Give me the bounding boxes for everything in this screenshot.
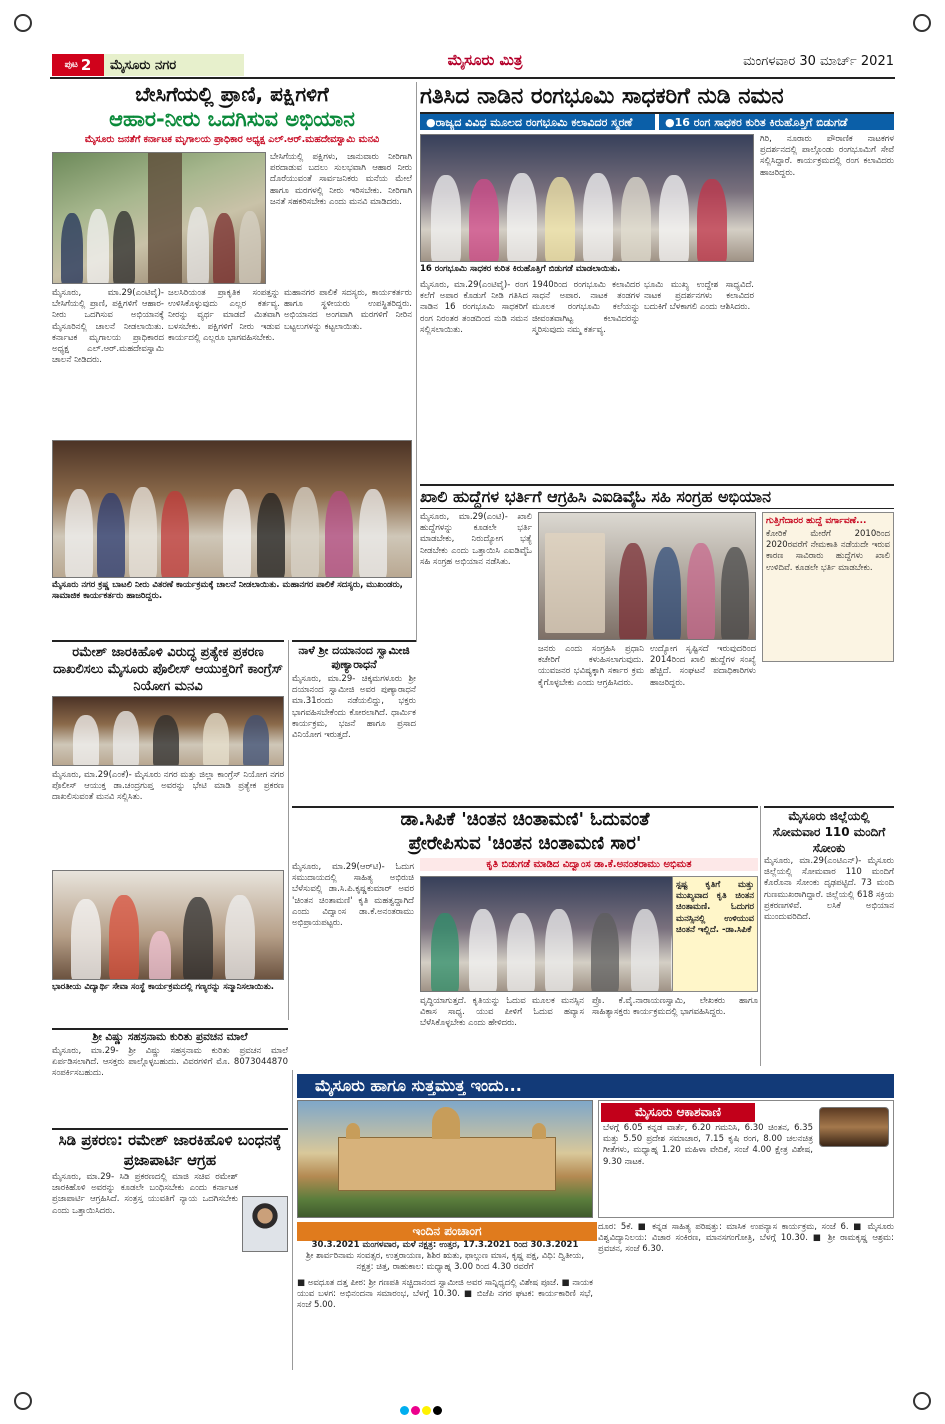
masthead: ಮೈಸೂರು ಮಿತ್ರ [447, 51, 523, 69]
events-left-text: ■ ಅವಧೂತ ದತ್ತ ಪೀಠ: ಶ್ರೀ ಗಣಪತಿ ಸಚ್ಚಿದಾನಂದ ಸ್ವಾಮೀಜಿ ಅವರ ಸಾನ್ನಿಧ್ಯದಲ್ಲಿ ವಿಶೇಷ ಪೂಜೆ. ■ ನಾಯಕ ಯುವ ಬಳಗ: ಅಭಿನಂದನಾ ಸಮಾರಂಭ, ಬೆಳಗ್ಗೆ 10.30. ■ ಬಿಜೆಪಿ ನಗರ ಘಟಕ: ಕಾರ್ಯಕಾರಿಣಿ ಸಭೆ, ಸಂಜೆ 5.00. [297, 1278, 593, 1311]
story3-col2-text: ಜನರು ಎಂದು ಸಂಗ್ರಹಿಸಿ ಪ್ರಧಾನಿ ಕಚೇರಿಗೆ ಕಳುಹಿಸಲಾಗುವುದು. ಯುವಜನರ ಭವಿಷ್ಯಕ್ಕಾಗಿ ಸರ್ಕಾರ ಕ್ರಮ ಕೈಗೊಳ್ಳಬೇಕು ಎಂದು ಆಗ್ರಹಿಸಿದರು. [538, 644, 644, 688]
story1-col2-text: ಮೈಸೂರು, ಮಾ.29(ಎಂಟಿವೈ)- ಬೇಸಿಗೆಯಲ್ಲಿ ಪ್ರಾಣಿ, ಪಕ್ಷಿಗಳಿಗೆ ಆಹಾರ-ನೀರು ಒದಗಿಸುವ ಅಭಿಯಾನಕ್ಕೆ ಮೈಸೂರಿನಲ್ಲಿ ಚಾಲನೆ ನೀಡಲಾಯಿತು. ಕರ್ನಾಟಕ ಮೃಗಾಲಯ ಪ್ರಾಧಿಕಾರದ ಅಧ್ಯಕ್ಷ ಎಲ್.ಆರ್.ಮಹದೇವಸ್ವಾಮಿ ಚಾಲನೆ ನೀಡಿದರು. [52, 288, 164, 366]
page-number-badge [52, 54, 104, 76]
story2-photo-caption: 16 ರಂಗಭೂಮಿ ಸಾಧಕರ ಕುರಿತ ಕಿರುಹೊತ್ತಿಗೆ ಬಿಡುಗಡೆ ಮಾಡಲಾಯಿತು. [420, 264, 621, 274]
story4-body-text: ಮೈಸೂರು, ಮಾ.29(ಎಂಕೆ)- ಮೈಸೂರು ನಗರ ಮತ್ತು ಜಿಲ್ಲಾ ಕಾಂಗ್ರೆಸ್ ನಿಯೋಗ ನಗರ ಪೊಲೀಸ್ ಆಯುಕ್ತ ಡಾ.ಚಂದ್ರಗುಪ್ತ ಅವರನ್ನು ಭೇಟಿ ಮಾಡಿ ಪ್ರತ್ಯೇಕ ಪ್ರಕರಣ ದಾಖಲಿಸುವಂತೆ ಮನವಿ ಸಲ್ಲಿಸಿತು. [52, 770, 284, 803]
registration-mark-bottom-right [913, 1392, 931, 1410]
story2-headline: ಗತಿಸಿದ ನಾಡಿನ ರಂಗಭೂಮಿ ಸಾಧಕರಿಗೆ ನುಡಿ ನಮನ [420, 82, 894, 114]
story2-col4-text: ಗಿರಿ, ನೂರಾರು ಪೌರಾಣಿಕ ನಾಟಕಗಳ ಪ್ರದರ್ಶನದಲ್ಲಿ ಪಾಲ್ಗೊಂಡು ರಂಗಭೂಮಿಗೆ ಸೇವೆ ಸಲ್ಲಿಸಿದ್ದಾರೆ. ಕಾರ್ಯಕ್ರಮದಲ್ಲಿ ರಂಗ ಕಲಾವಿದರು ಹಾಜರಿದ್ದರು. [760, 134, 894, 178]
story3-col3 [650, 644, 756, 754]
panchang-line1: 30.3.2021 ಮಂಗಳವಾರ, ಮಳೆ ನಕ್ಷತ್ರ: ಉತ್ತರ, 17.3.2021 ರಿಂದ 30.3.2021 [311, 1240, 579, 1250]
story6-quote: ಸ್ಪಷ್ಟ ಕೃತಿಗೆ ಮತ್ತು ಮುಖ್ಯವಾದ ಕೃತಿ ಚಿಂತನ ಚಿಂತಾಮಣಿ. ಓದುಗರ ಮನಸ್ಸಿನಲ್ಲಿ ಉಳಿಯುವ ಚಿಂತನೆ ಇಲ್ಲಿದೆ. -ಡಾ.ಸಿಪಿಕೆ [676, 880, 754, 935]
story5-body-text: ಮೈಸೂರು, ಮಾ.29- ಚಿಕ್ಕಮಗಳೂರು ಶ್ರೀ ದಯಾನಂದ ಸ್ವಾಮೀಜಿ ಅವರ ಪುಣ್ಯಾರಾಧನೆ ಮಾ.31ರಂದು ನಡೆಯಲಿದ್ದು, ಭಕ್ತರು ಭಾಗವಹಿಸಬೇಕೆಂದು ಕೋರಲಾಗಿದೆ. ಧಾರ್ಮಿಕ ಕಾರ್ಯಕ್ರಮ, ಭಜನೆ ಹಾಗೂ ಪ್ರಸಾದ ವಿನಿಯೋಗ ಇರುತ್ತದೆ. [292, 674, 416, 741]
story2-col3-text: ಭೂಮಿ ಮುಖ್ಯ ಉದ್ದೇಶ ಸಾಧ್ಯವಿದೆ. ನಾಟಕ ಪ್ರದರ್ಶನಗಳು ಕಲಾವಿದರ ಬದುಕಿಗೆ ಬೆಳಕಾಗಲಿ ಎಂದು ಆಶಿಸಿದರು. [644, 280, 754, 313]
story1-col3 [168, 288, 280, 434]
events-banner: ಮೈಸೂರು ಹಾಗೂ ಸುತ್ತಮುತ್ತ ಇಂದು... [297, 1074, 894, 1098]
story2-col1-text: ಮೈಸೂರು, ಮಾ.29(ಎಂಟಿವೈ)- ರಂಗ ಕಲೆಗೆ ಅಪಾರ ಕೊಡುಗೆ ನೀಡಿ ಗತಿಸಿದ ನಾಡಿನ 16 ರಂಗಭೂಮಿ ಸಾಧಕರಿಗೆ ರಂಗ ನಿರಂತರ ತಂಡದಿಂದ ನುಡಿ ನಮನ ಸಲ್ಲಿಸಲಾಯಿತು. [420, 280, 528, 335]
story1-headline-line2: ಆಹಾರ-ನೀರು ಒದಗಿಸುವ ಅಭಿಯಾನ [109, 107, 355, 131]
section-name: ಮೈಸೂರು ನಗರ [104, 54, 244, 76]
divider-v-mid [288, 640, 289, 1020]
story8-body [52, 1046, 288, 1124]
page-number: 2 [80, 56, 92, 74]
story3-sidebar-title: ಗುತ್ತಿಗೆದಾರರ ಹುದ್ದೆ ವರ್ಗಾವಣೆ... [766, 516, 867, 526]
story2-col4 [760, 134, 894, 478]
footer-colorbar [400, 1400, 444, 1419]
story9-body-text: ಮೈಸೂರು, ಮಾ.29- ಸಿಡಿ ಪ್ರಕರಣದಲ್ಲಿ ಮಾಜಿ ಸಚಿವ ರಮೇಶ್ ಜಾರಕಿಹೊಳಿ ಅವರನ್ನು ಕೂಡಲೇ ಬಂಧಿಸಬೇಕು ಎಂದು ಕರ್ನಾಟಕ ಪ್ರಜಾಪಾರ್ಟಿ ಆಗ್ರಹಿಸಿದೆ. ಸಂತ್ರಸ್ತ ಯುವತಿಗೆ ನ್ಯಾಯ ಒದಗಿಸಬೇಕು ಎಂದು ಒತ್ತಾಯಿಸಿದರು. [52, 1172, 238, 1216]
panchang-title: ಇಂದಿನ ಪಂಚಾಂಗ [297, 1222, 597, 1241]
story3-headline: ಖಾಲಿ ಹುದ್ದೆಗಳ ಭರ್ತಿಗೆ ಆಗ್ರಹಿಸಿ ಎಐಡಿವೈಓ ಸಹಿ ಸಂಗ್ರಹ ಅಭಿಯಾನ [420, 484, 894, 509]
radio-title: ಮೈಸೂರು ಆಕಾಶವಾಣಿ [601, 1103, 755, 1122]
story6-col3-text: ಪ್ರೊ. ಕೆ.ವೈ.ನಾರಾಯಣಸ್ವಾಮಿ, ಲೇಖಕರು ಹಾಗೂ ಸಾಹಿತ್ಯಾಸಕ್ತರು ಕಾರ್ಯಕ್ರಮದಲ್ಲಿ ಭಾಗವಹಿಸಿದ್ದರು. [592, 996, 758, 1018]
story4-photo2-caption: ಭಾರತೀಯ ವಿದ್ಯಾರ್ಥಿ ಸೇವಾ ಸಂಸ್ಥೆ ಕಾರ್ಯಕ್ರಮದಲ್ಲಿ ಗಣ್ಯರನ್ನು ಸನ್ಮಾನಿಸಲಾಯಿತು. [52, 982, 275, 992]
story1-photo2-caption: ಮೈಸೂರು ನಗರ ಕ್ರಷ್ಣ ಬಾಟಲಿ ನೀರು ವಿತರಣೆ ಕಾರ್ಯಕ್ರಮಕ್ಕೆ ಚಾಲನೆ ನೀಡಲಾಯಿತು. ಮಹಾನಗರ ಪಾಲಿಕೆ ಸದಸ್ಯರು, ಮುಖಂಡರು, ಸಾಮಾಜಿಕ ಕಾರ್ಯಕರ್ತರು ಹಾಜರಿದ್ದರು. [52, 580, 403, 601]
story2-subheads [420, 114, 894, 130]
story1-photo-tree [52, 152, 266, 284]
story3-col2 [538, 644, 644, 754]
story3-photo [538, 512, 756, 640]
story3-sidebar [762, 512, 894, 662]
dateline: ಮಂಗಳವಾರ 30 ಮಾರ್ಚ್ 2021 [743, 54, 894, 69]
events-left [297, 1278, 593, 1370]
story1-headline-line1: ಬೇಸಿಗೆಯಲ್ಲಿ ಪ್ರಾಣಿ, ಪಕ್ಷಿಗಳಿಗೆ [135, 82, 329, 106]
story1-col1 [270, 152, 412, 284]
story6-quote-box [672, 876, 758, 992]
story6-col2 [420, 996, 584, 1058]
registration-mark-bottom-left [14, 1392, 32, 1410]
story3-sidebar-text: ಕೋರಿಕೆ ಮೇರೆಗೆ 2010ರಿಂದ 2020ರವರೆಗೆ ನೇಮಕಾತಿ ನಡೆಯದೇ ಇರುವ ಕಾರಣ ಸಾವಿರಾರು ಹುದ್ದೆಗಳು ಖಾಲಿ ಉಳಿದಿವೆ. ಕೂಡಲೇ ಭರ್ತಿ ಮಾಡಬೇಕು. [766, 529, 890, 573]
story8-body-text: ಮೈಸೂರು, ಮಾ.29- ಶ್ರೀ ವಿಷ್ಣು ಸಹಸ್ರನಾಮ ಕುರಿತು ಪ್ರವಚನ ಮಾಲೆ ಏರ್ಪಡಿಸಲಾಗಿದೆ. ಆಸಕ್ತರು ಪಾಲ್ಗೊಳ್ಳಬಹುದು. ವಿವರಗಳಿಗೆ ಮೊ. 8073044870 ಸಂಪರ್ಕಿಸಬಹುದು. [52, 1046, 288, 1079]
story2-col2 [532, 280, 640, 478]
story6-col1 [292, 862, 414, 1058]
color-dot [411, 1406, 420, 1415]
page-label: ಪುಟ [64, 60, 78, 70]
story6-headline-line2: ಪ್ರೇರೇಪಿಸುವ 'ಚಿಂತನ ಚಿಂತಾಮಣಿ ಸಾರ' [408, 833, 642, 854]
story2-col3 [644, 280, 754, 478]
divider-v-top [416, 82, 417, 642]
story2-subhead-left: ●ರಾಜ್ಯದ ವಿವಿಧ ಮೂಲದ ರಂಗಭೂಮಿ ಕಲಾವಿದರ ಸ್ಮರಣೆ [420, 114, 655, 130]
story1-col4-text: ಮಹಾನಗರ ಪಾಲಿಕೆ ಸದಸ್ಯರು, ಕಾರ್ಯಕರ್ತರು ಹಾಗೂ ಸ್ಥಳೀಯರು ಉಪಸ್ಥಿತರಿದ್ದರು. ಅಭಿಯಾನದ ಅಂಗವಾಗಿ ಮರಗಳಿಗೆ ನೀರಿನ ಬಟ್ಟಲುಗಳನ್ನು ಕಟ್ಟಲಾಯಿತು. [284, 288, 412, 332]
story7-headline: ಮೈಸೂರು ಜಿಲ್ಲೆಯಲ್ಲಿ ಸೋಮವಾರ 110 ಮಂದಿಗೆ ಸೋಂಕು [764, 806, 894, 856]
story6-headline-line1: ಡಾ.ಸಿಪಿಕೆ 'ಚಿಂತನ ಚಿಂತಾಮಣಿ' ಓದುವಂತೆ [400, 809, 650, 830]
story4-headline: ರಮೇಶ್ ಜಾರಕಿಹೊಳಿ ವಿರುದ್ಧ ಪ್ರತ್ಯೇಕ ಪ್ರಕರಣ ದಾಖಲಿಸಲು ಮೈಸೂರು ಪೊಲೀಸ್ ಆಯುಕ್ತರಿಗೆ ಕಾಂಗ್ರೆಸ್ ನಿಯೋಗ ಮನವಿ [52, 640, 284, 695]
story3-col1-text: ಮೈಸೂರು, ಮಾ.29(ಎಂಟಿ)- ಖಾಲಿ ಹುದ್ದೆಗಳನ್ನು ಕೂಡಲೇ ಭರ್ತಿ ಮಾಡಬೇಕು, ನಿರುದ್ಯೋಗ ಭತ್ಯೆ ನೀಡಬೇಕು ಎಂದು ಒತ್ತಾಯಿಸಿ ಎಐಡಿವೈಓ ಸಹಿ ಸಂಗ್ರಹ ಅಭಿಯಾನ ನಡೆಸಿತು. [420, 512, 532, 567]
story5-body [292, 674, 416, 798]
story9-body [52, 1172, 238, 1368]
story1-col2 [52, 288, 164, 434]
radio-icon [819, 1107, 889, 1147]
color-dot [400, 1406, 409, 1415]
story9-portrait [242, 1196, 288, 1252]
story1-col4 [284, 288, 412, 434]
palace-photo [297, 1100, 593, 1218]
story9-headline: ಸಿಡಿ ಪ್ರಕರಣ: ರಮೇಶ್ ಜಾರಕಿಹೊಳಿ ಬಂಧನಕ್ಕೆ ಪ್ರಜಾಪಾರ್ಟಿ ಆಗ್ರಹ [52, 1128, 288, 1170]
story7-body [764, 856, 894, 1068]
story4-photo [52, 696, 284, 766]
story1-col1-text: ಬೇಸಿಗೆಯಲ್ಲಿ ಪಕ್ಷಿಗಳು, ಜಾನುವಾರು ನೀರಿಗಾಗಿ ಪರದಾಡುವ ಬದಲು ಸುಲಭವಾಗಿ ಆಹಾರ ನೀರು ದೊರೆಯುವಂತೆ ಸಾರ್ವಜನಿಕರು ಮನೆಯ ಮೇಲೆ ಹಾಗೂ ಮರಗಳಲ್ಲಿ ನೀರು ಇರಿಸಬೇಕು. ನೀರಿಗಾಗಿ ಜನತೆ ಸಹಕರಿಸಬೇಕು ಎಂದು ಮನವಿ ಮಾಡಿದರು. [270, 152, 412, 207]
color-dot [433, 1406, 442, 1415]
story7-body-text: ಮೈಸೂರು, ಮಾ.29(ಎಂಟಿಎನ್)- ಮೈಸೂರು ಜಿಲ್ಲೆಯಲ್ಲಿ ಸೋಮವಾರ 110 ಮಂದಿಗೆ ಕೊರೊನಾ ಸೋಂಕು ದೃಢಪಟ್ಟಿದೆ. 73 ಮಂದಿ ಗುಣಮುಖರಾಗಿದ್ದಾರೆ. ಜಿಲ್ಲೆಯಲ್ಲಿ 618 ಸಕ್ರಿಯ ಪ್ರಕರಣಗಳಿವೆ. ಲಸಿಕೆ ಅಭಿಯಾನ ಮುಂದುವರಿದಿದೆ. [764, 856, 894, 923]
story6-col2-text: ವೃದ್ಧಿಯಾಗುತ್ತದೆ. ಕೃತಿಯನ್ನು ಓದುವ ಮೂಲಕ ಮನಸ್ಸಿನ ವಿಕಾಸ ಸಾಧ್ಯ. ಯುವ ಪೀಳಿಗೆ ಓದುವ ಹವ್ಯಾಸ ಬೆಳೆಸಿಕೊಳ್ಳಬೇಕು ಎಂದು ಹೇಳಿದರು. [420, 996, 584, 1029]
story1-headline [52, 82, 412, 132]
story3-col1 [420, 512, 532, 700]
story1-col3-text: ಜಲಸಿರಿಯಂತ ಪ್ರಾಕೃತಿಕ ಸಂಪತ್ತನ್ನು ಉಳಿಸಿಕೊಳ್ಳುವುದು ಎಲ್ಲರ ಕರ್ತವ್ಯ. ನೀರನ್ನು ವ್ಯರ್ಥ ಮಾಡದೆ ಮಿತವಾಗಿ ಬಳಸಬೇಕು. ಪಕ್ಷಿಗಳಿಗೆ ನೀರು ಇಡುವ ಕಾರ್ಯದಲ್ಲಿ ಎಲ್ಲರೂ ಭಾಗವಹಿಸಬೇಕು. [168, 288, 280, 343]
story5-headline: ನಾಳೆ ಶ್ರೀ ದಯಾನಂದ ಸ್ವಾಮೀಜಿ ಪುಣ್ಯಾರಾಧನೆ [292, 640, 416, 672]
story6-col1-text: ಮೈಸೂರು, ಮಾ.29(ಆರ್‌ಟಿ)- ಓದುಗ ಸಮುದಾಯದಲ್ಲಿ ಸಾಹಿತ್ಯ ಅಭಿರುಚಿ ಬೆಳೆಸುವಲ್ಲಿ ಡಾ.ಸಿ.ಪಿ.ಕೃಷ್ಣಕುಮಾರ್ ಅವರ 'ಚಿಂತನ ಚಿಂತಾಮಣಿ' ಕೃತಿ ಮಹತ್ವದ್ದಾಗಿದೆ ಎಂದು ವಿದ್ವಾಂಸ ಡಾ.ಕೆ.ಅನಂತರಾಮು ಅಭಿಪ್ರಾಯಪಟ್ಟರು. [292, 862, 414, 929]
story2-col1 [420, 280, 528, 478]
story4-photo2 [52, 870, 284, 980]
registration-mark-top-left [14, 14, 32, 32]
radio-box [598, 1100, 894, 1218]
story3-col3-text: ಉದ್ಯೋಗ ಸೃಷ್ಟಿಸದೆ ಇರುವುದರಿಂದ 2014ರಿಂದ ಖಾಲಿ ಹುದ್ದೆಗಳ ಸಂಖ್ಯೆ ಹೆಚ್ಚಿದೆ. ಸಂಘಟನೆ ಪದಾಧಿಕಾರಿಗಳು ಹಾಜರಿದ್ದರು. [650, 644, 756, 688]
story4-body [52, 770, 284, 866]
story2-subhead-right: ●16 ರಂಗ ಸಾಧಕರ ಕುರಿತ ಕಿರುಹೊತ್ತಿಗೆ ಬಿಡುಗಡೆ [659, 114, 894, 130]
panchang [297, 1240, 593, 1274]
panchang-line2: ಶ್ರೀ ಶಾರ್ವರಿನಾಮ ಸಂವತ್ಸರ, ಉತ್ತರಾಯಣ, ಶಿಶಿರ ಋತು, ಫಾಲ್ಗುಣ ಮಾಸ, ಕೃಷ್ಣ ಪಕ್ಷ, ವಿಧಿ: ದ್ವಿತೀಯ, ನಕ್ಷತ್ರ: ಚಿತ್ತ, ರಾಹುಕಾಲ: ಮಧ್ಯಾಹ್ನ 3.00 ರಿಂದ 4.30 ರವರೆಗೆ [305, 1251, 585, 1273]
story1-photo-group [52, 440, 412, 578]
header-rule [50, 77, 895, 79]
story6-col3 [592, 996, 758, 1058]
story8-headline: ಶ್ರೀ ವಿಷ್ಣು ಸಹಸ್ರನಾಮ ಕುರಿತು ಪ್ರವಚನ ಮಾಲೆ [52, 1028, 288, 1044]
story1-kicker: ಮೈಸೂರು ಜನತೆಗೆ ಕರ್ನಾಟಕ ಮೃಗಾಲಯ ಪ್ರಾಧಿಕಾರ ಅಧ್ಯಕ್ಷ ಎಲ್.ಆರ್.ಮಹದೇವಸ್ವಾಮಿ ಮನವಿ [84, 134, 380, 145]
story2-photo-stage [420, 134, 754, 262]
story6-headline [292, 806, 758, 856]
events-right [598, 1222, 894, 1370]
registration-mark-top-right [913, 14, 931, 32]
story2-col2-text: 1940ರಿಂದ ರಂಗಭೂಮಿ ಕಲಾವಿದರ ಸಾಧನೆ ಅಪಾರ. ನಾಟಕ ತಂಡಗಳ ಮೂಲಕ ರಂಗಭೂಮಿ ಕಲೆಯನ್ನು ಜೀವಂತವಾಗಿಟ್ಟ ಕಲಾವಿದರನ್ನು ಸ್ಮರಿಸುವುದು ನಮ್ಮ ಕರ್ತವ್ಯ. [532, 280, 640, 335]
radio-text: ಬೆಳಗ್ಗೆ 6.05 ಕನ್ನಡ ವಾರ್ತೆ, 6.20 ಗಮನಿಸಿ, 6.30 ಚಿಂತನ, 6.35 ಮತ್ತು 5.50 ಪ್ರದೇಶ ಸಮಾಚಾರ, 7.15 ಕೃಷಿ ರಂಗ, 8.00 ಚಲನಚಿತ್ರ ಗೀತೆಗಳು, ಮಧ್ಯಾಹ್ನ 1.20 ಮಹಿಳಾ ವೇದಿಕೆ, ಸಂಜೆ 4.00 ಕ್ಷೇತ್ರ ವಿಶೇಷ, 9.30 ನಾಟಕ. [603, 1123, 813, 1167]
color-dot [422, 1406, 431, 1415]
story6-kicker: ಕೃತಿ ಬಿಡುಗಡೆ ಮಾಡಿದ ವಿದ್ವಾಂಸ ಡಾ.ಕೆ.ಅನಂತರಾಮು ಅಭಿಮತ [420, 858, 758, 871]
divider-v-covid [760, 806, 761, 1066]
divider-v-bottom [292, 1070, 293, 1370]
events-right-text: ದೂರ: 5ಕೆ. ■ ಕನ್ನಡ ಸಾಹಿತ್ಯ ಪರಿಷತ್ತು: ಮಾಸಿಕ ಉಪನ್ಯಾಸ ಕಾರ್ಯಕ್ರಮ, ಸಂಜೆ 6. ■ ಮೈಸೂರು ವಿಶ್ವವಿದ್ಯಾನಿಲಯ: ವಿಚಾರ ಸಂಕಿರಣ, ಮಾನಸಗಂಗೋತ್ರಿ, ಬೆಳಗ್ಗೆ 10.30. ■ ಶ್ರೀ ರಾಮಕೃಷ್ಣ ಆಶ್ರಮ: ಪ್ರವಚನ, ಸಂಜೆ 6.30. [598, 1222, 894, 1255]
